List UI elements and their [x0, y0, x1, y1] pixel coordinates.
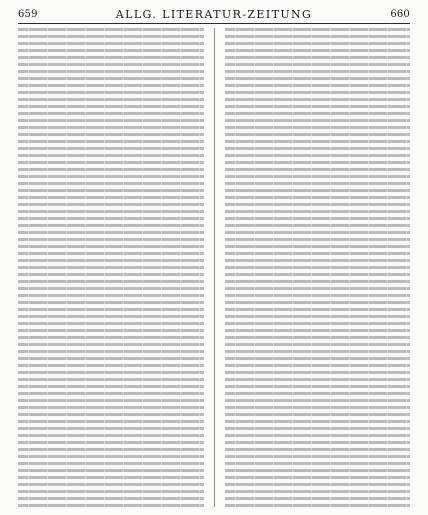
column-divider — [214, 28, 215, 507]
page-number-left: 659 — [18, 8, 38, 20]
running-header — [18, 6, 410, 22]
left-column-text-placeholder — [18, 28, 204, 507]
text-columns — [18, 28, 410, 507]
page-number-right: 660 — [390, 8, 410, 20]
left-column — [18, 28, 204, 507]
journal-title: ALLG. LITERATUR-ZEITUNG — [115, 7, 313, 21]
header-rule — [18, 23, 410, 24]
right-column — [225, 28, 411, 507]
right-column-text-placeholder — [225, 28, 411, 507]
